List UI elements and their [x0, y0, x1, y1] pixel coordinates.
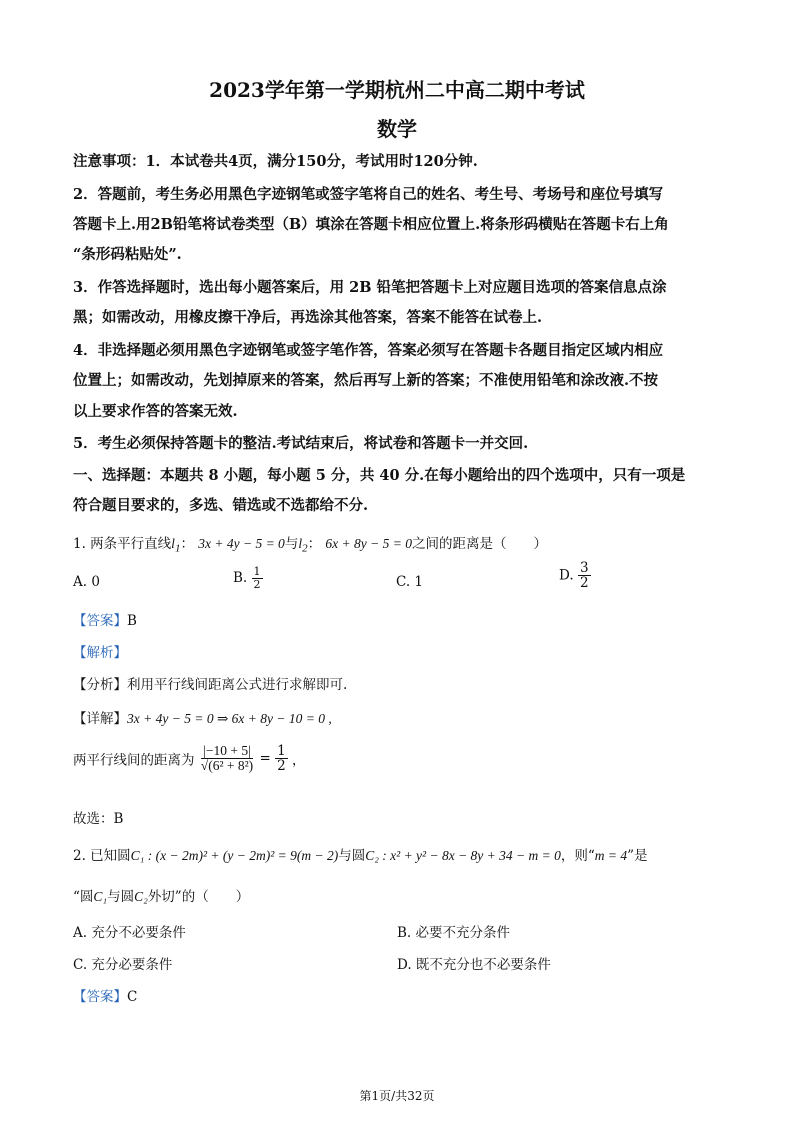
- section-heading-line-1: 一、选择题：本题共 8 小题，每小题 5 分，共 40 分.在每小题给出的四个选项中，只有一项是: [73, 467, 686, 484]
- q1-analysis-tag: 【解析】: [73, 645, 127, 661]
- q2-answer: 【答案】C: [73, 989, 138, 1005]
- q1-colon-1: ：: [180, 536, 194, 552]
- note-line-2c: “条形码粘贴处”.: [73, 246, 182, 263]
- question-2-stem: 2. 已知圆C₁ : (x − 2m)² + (y − 2m)² = 9(m − 2)与圆C₂ : x² + y² − 8x − 8y + 34 − m = 0，则“m = 4”是: [73, 848, 648, 864]
- q1-and: 与: [284, 536, 299, 552]
- q1-equation-1: 3x + 4y − 5 = 0: [198, 536, 285, 551]
- note-line-4a: 4．非选择题必须用黑色字迹钢笔或签字笔作答，答案必须写在答题卡各题目指定区域内相应: [73, 342, 664, 359]
- q1-suffix: 之间的距离是（ ）: [411, 536, 547, 552]
- subject-title: 数学: [377, 117, 417, 141]
- q1-colon-2: ：: [307, 536, 322, 552]
- page-number: 第1页/共32页: [359, 1089, 435, 1103]
- q2-option-b: B. 必要不充分条件: [397, 925, 511, 941]
- q1-distance: 两平行线间的距离为 $\frac{|-10 + 5|}{\text{√(6² + 8²)}}$ = $\frac{1}{2}$ ，: [73, 743, 306, 775]
- q1-line-l1: $l_1$: [171, 536, 181, 555]
- note-line-4b: 位置上；如需改动，先划掉原来的答案，然后再写上新的答案；不准使用铅笔和涂改液.不按: [73, 372, 659, 389]
- q2-option-c: C. 充分必要条件: [73, 957, 173, 973]
- q1-option-d: D. $\frac{3}{2}$: [559, 560, 589, 592]
- q1-option-a: A. 0: [73, 574, 100, 590]
- note-line-4c: 以上要求作答的答案无效.: [73, 403, 238, 420]
- note-line-3a: 3．作答选择题时，选出每小题答案后，用 2B 铅笔把答题卡上对应题目选项的答案信息点涂: [73, 279, 667, 296]
- question-2-stem-line-2: “圆C₁与圆C₂外切”的（ ）: [73, 889, 250, 905]
- note-line-5: 5．考生必须保持答题卡的整洁.考试结束后，将试卷和答题卡一并交回.: [73, 435, 529, 452]
- q2-option-a: A. 充分不必要条件: [73, 925, 186, 941]
- q2-option-d: D. 既不充分也不必要条件: [397, 957, 551, 973]
- question-1-stem: [73, 532, 547, 555]
- q1-equation-2: 6x + 8y − 5 = 0: [325, 536, 412, 551]
- note-line-1: 注意事项：1．本试卷共4页，满分150分，考试用时120分钟.: [73, 153, 478, 170]
- q1-option-c: C. 1: [396, 574, 424, 590]
- q1-analysis: 【分析】利用平行线间距离公式进行求解即可.: [73, 677, 348, 693]
- q1-answer: 【答案】B: [73, 613, 137, 629]
- q1-detail: 【详解】3x + 4y − 5 = 0 ⇒ 6x + 8y − 10 = 0 ,: [73, 711, 332, 727]
- note-line-2a: 2．答题前，考生务必用黑色字迹钢笔或签字笔将自己的姓名、考生号、考场号和座位号填写: [73, 186, 664, 203]
- note-line-2b: 答题卡上.用2B铅笔将试卷类型（B）填涂在答题卡相应位置上.将条形码横贴在答题卡右上角: [73, 216, 669, 233]
- q1-line-l2: $l_2$: [298, 536, 308, 555]
- q1-option-b: B. $\frac{1}{2}$: [233, 565, 261, 591]
- q1-conclusion: 故选：B: [73, 811, 124, 827]
- q1-prefix: 1. 两条平行直线: [73, 536, 172, 552]
- exam-title: 2023学年第一学期杭州二中高二期中考试: [209, 78, 585, 102]
- note-line-3b: 黑；如需改动，用橡皮擦干净后，再选涂其他答案，答案不能答在试卷上.: [73, 309, 543, 326]
- section-heading-line-2: 符合题目要求的，多选、错选或不选都给不分.: [73, 497, 369, 514]
